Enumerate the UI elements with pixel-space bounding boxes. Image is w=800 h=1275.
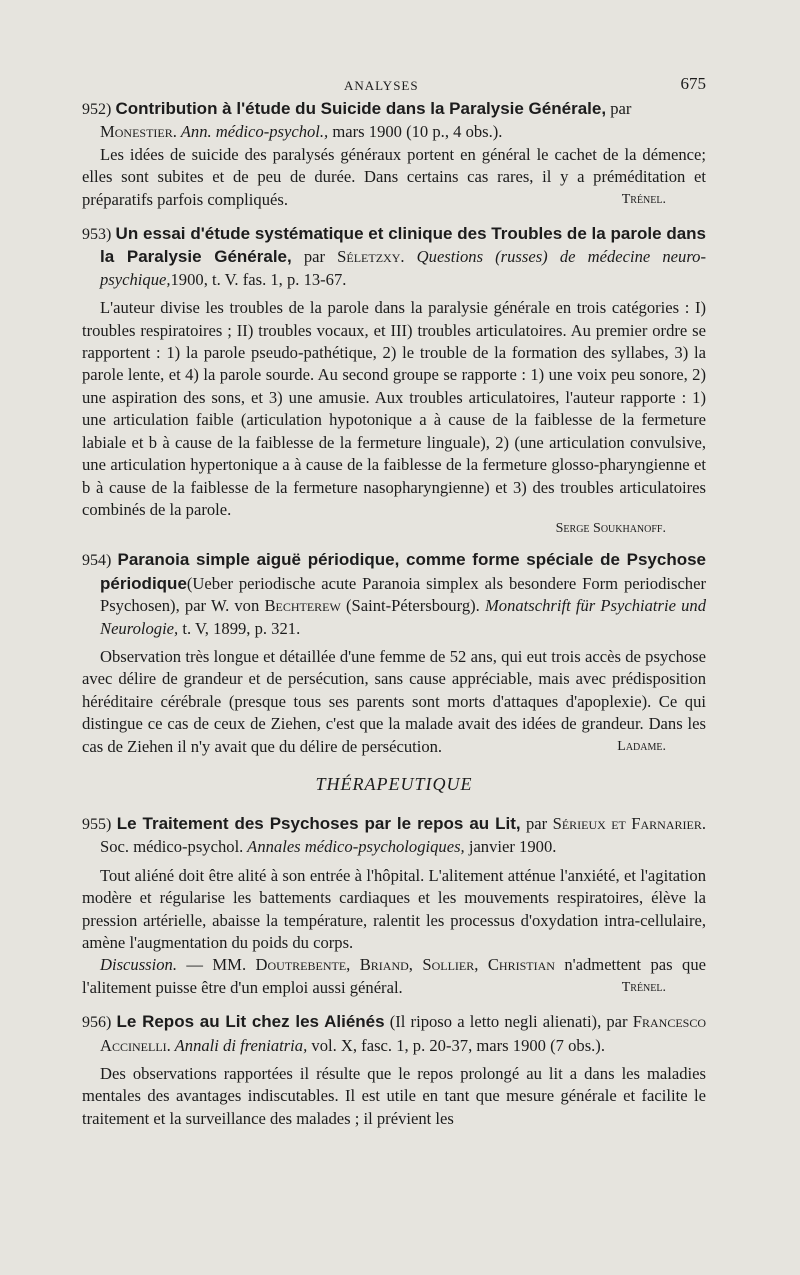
entry-journal: Annales médico-psychologiques,: [243, 837, 465, 857]
entry-heading: [82, 223, 706, 291]
entry-title: Le Traitement des Psychoses par le repos au Lit,: [116, 813, 521, 833]
section-title: THÉRAPEUTIQUE: [315, 773, 473, 794]
entry-author: Francesco Accinelli.: [100, 1012, 706, 1055]
entry-ref: mars 1900 (10 p., 4 obs.).: [328, 122, 503, 142]
entry-number: 952): [82, 101, 112, 118]
entry-heading: [82, 98, 706, 144]
entry-ref: janvier 1900.: [464, 837, 557, 857]
entry-body: L'auteur divise les troubles de la parole dans la paralysie générale en trois catégories : I) troubles respiratoires ; II) troubles vocaux, et III) troubles articulatoires. Au premier ordre se rapportent : 1) la parole pseudo-pathétique, 2) le trouble de la formation des syllabes, 3) la parole lente, et 4) la parole sourde. Au second groupe se rapporte : 1) une voix peu sonore, 2) une aspiration des sons, et 3) une amusie. Aux troubles articulatoires, l'auteur rapporte : 1) une articulation faible (articulation hypotonique a à cause de la faiblesse de la fermeture labiale et b à cause de la faiblesse de la fermeture linguale), 2) (une articulation convulsive, une articulation hypertonique a à cause de la faiblesse de la fermeture glosso-pharyngienne et b à cause de la faiblesse de la fermeture nasopharyngienne) et 3) des troubles articulatoires combinés de la parole.: [82, 298, 706, 519]
entry-body: Les idées de suicide des paralysés généraux portent en général le cachet de la démence; elles sont subites et de peu de durée. Dans certains cas rares, il y a préméditation et préparatifs parfois compliqués. Trénel.: [82, 144, 706, 211]
entry-by: par: [291, 247, 338, 267]
entry-955: [82, 813, 706, 999]
signature: Serge Soukhanoff.: [555, 521, 666, 537]
entry-author: Monestier.: [100, 122, 177, 142]
entry-number: 954): [82, 552, 112, 570]
signature: Ladame.: [617, 738, 666, 754]
entry-heading: [82, 813, 706, 859]
entry-heading: [82, 1011, 706, 1057]
entry-journal: Questions (russes) de médecine neuro-psychique,: [100, 247, 706, 289]
entry-heading: [82, 549, 706, 640]
page-number: 675: [680, 74, 706, 93]
entry-author: Séletzxy.: [337, 247, 405, 267]
entry-952: [82, 98, 706, 211]
entry-number: 956): [82, 1014, 112, 1032]
discussion-names: Doutrebente, Briand, Sollier, Christian: [255, 955, 555, 975]
entry-author: Bechterew: [264, 596, 341, 616]
entry-title: Paranoia simple aiguë périodique, comme forme spéciale de Psychose périodique: [100, 550, 707, 593]
signature: Trénel.: [621, 979, 666, 995]
entry-ref: vol. X, fasc. 1, p. 20-37, mars 1900 (7 obs.).: [307, 1035, 605, 1055]
entry-title: Un essai d'étude systématique et clinique des Troubles de la parole dans la Paralysie Générale,: [100, 224, 706, 267]
entry-title: Le Repos au Lit chez les Aliénés: [116, 1012, 385, 1032]
entry-author: Sérieux et Farnarier.: [552, 813, 706, 833]
entry-ref: t. V, 1899, p. 321.: [178, 618, 301, 638]
entry-ref: 1900, t. V. fas. 1, p. 13-67.: [170, 269, 347, 289]
entry-number: 955): [82, 815, 112, 833]
running-title: ANALYSES: [344, 78, 419, 93]
entry-place: (Saint-Pétersbourg).: [340, 596, 480, 616]
running-head: [82, 72, 706, 98]
entry-956: [82, 1011, 706, 1130]
entry-journal: Annali di freniatria,: [170, 1035, 308, 1055]
entry-953: [82, 223, 706, 537]
entry-by: par: [520, 813, 553, 833]
entry-title: Contribution à l'étude du Suicide dans la Paralysie Générale,: [115, 99, 607, 118]
entry-body: Observation très longue et détaillée d'une femme de 52 ans, qui eut trois accès de psychose avec délire de grandeur et de persécution, sans cause appréciable, mais avec prédisposition héréditaire cérébrale (presque tous ses parents sont morts d'attaques d'apoplexie). Ce qui distingue ce cas de ceux de Ziehen, c'est que la malade avait des idées de grandeur. Dans les cas de Ziehen il n'y avait que du délire de persécution. Ladame.: [82, 646, 706, 758]
entry-body: Des observations rapportées il résulte que le repos prolongé au lit a dans les maladies mentales des avantages indiscutables. Il est utile en tant que mesure générale et facilite le traitement et la surveillance des malades ; il prévient les: [82, 1064, 706, 1128]
entry-954: [82, 549, 706, 758]
entry-subtitle: (Ueber periodische acute Paranoia simplex als besondere Form periodischer Psychosen), par W. von: [100, 573, 706, 616]
entry-body: Tout aliéné doit être alité à son entrée à l'hôpital. L'alitement atténue l'anxiété, et l'agitation modère et régularise les battements cardiaques et les mouvements respiratoires, élève la pression artérielle, abaisse la température, ralentit les processus d'oxydation intra-cellulaire, amène l'augmentation du poids du corps.: [82, 865, 706, 952]
entry-society: Soc. médico-psychol.: [100, 837, 244, 857]
signature: Trénel.: [621, 191, 666, 207]
discussion-label: Discussion.: [100, 955, 177, 975]
entry-number: 953): [82, 226, 112, 244]
entry-by: par: [606, 99, 632, 118]
entry-subtitle: (Il riposo a letto negli alienati), par: [384, 1012, 633, 1032]
entry-journal: Ann. médico-psychol.,: [176, 122, 329, 142]
entry-journal: Monatschrift für Psychiatrie und Neurologie,: [100, 596, 706, 638]
entry-discussion: Discussion. — MM. Doutrebente, Briand, Sollier, Christian n'admettent pas que l'alitement puisse être d'un emploi aussi général. Trénel.: [82, 954, 706, 999]
